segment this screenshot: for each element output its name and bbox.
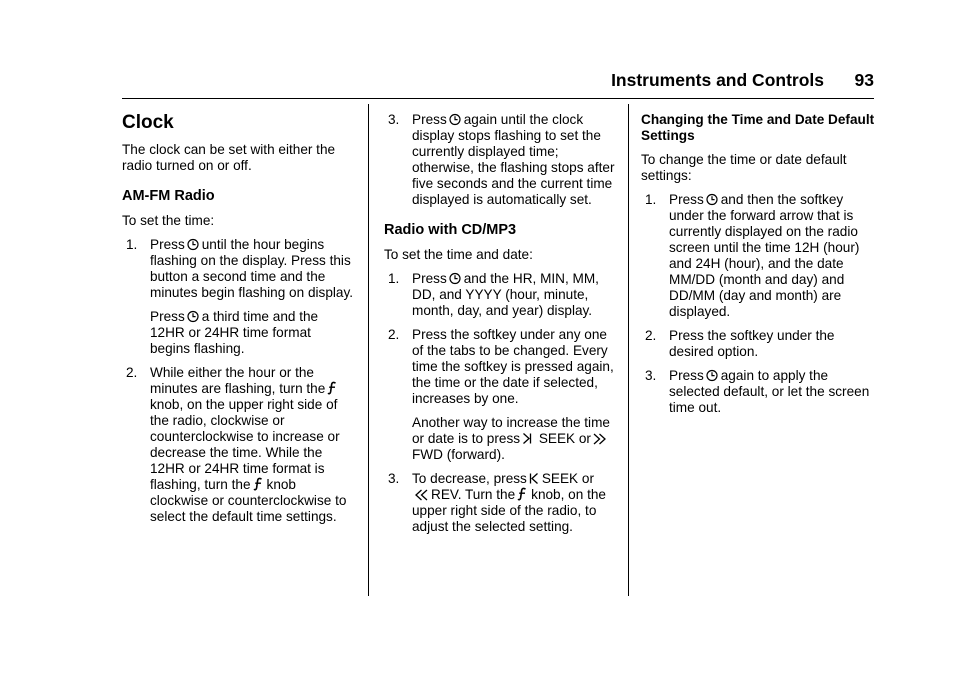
section-title: Instruments and Controls — [611, 70, 824, 90]
clock-icon — [187, 310, 199, 323]
column-divider-1 — [368, 104, 369, 596]
defaults-step-3: 3. Press again to apply the selected default, or let the screen time out. — [645, 368, 870, 415]
tune-knob-icon — [517, 487, 528, 501]
column-divider-2 — [628, 104, 629, 596]
amfm-lead: To set the time: — [122, 213, 215, 228]
cd-step-3: 3. To decrease, press SEEK or REV. Turn the knob, on the upper right side of the radio, to adjust the selected setting. — [388, 471, 606, 534]
clock-icon — [449, 113, 461, 126]
heading-default-settings: Changing the Time and Date Default Settings — [641, 112, 875, 143]
seek-down-icon — [529, 472, 539, 485]
rewind-icon — [414, 489, 428, 501]
seek-up-icon — [522, 432, 532, 445]
amfm-step-3: 3. Press again until the clock display stops flashing to set the currently displayed time; otherwise, the flashing stops after five seconds and the current time displayed is automatically set. — [388, 112, 615, 207]
defaults-step-1: 1. Press and then the softkey under the forward arrow that is currently displayed on the radio screen until the time 12H (hour) and 24H (hour), and the date MM/DD (month and day) and DD/MM (day and month) are displayed. — [645, 192, 860, 319]
clock-icon — [449, 272, 461, 285]
tune-knob-icon — [253, 477, 264, 491]
clock-icon — [187, 238, 199, 251]
clock-intro: The clock can be set with either the radio turned on or off. — [122, 142, 336, 173]
cd-step-2: 2. Press the softkey under any one of the tabs to be changed. Every time the softkey is pressed again, the time or the date if selected, increases by one. Another way to increase the time or date is to press SEEK or FWD (forward). — [388, 327, 614, 462]
page-number: 93 — [854, 70, 874, 90]
header-rule — [122, 98, 874, 99]
column-3 — [641, 112, 875, 424]
heading-am-fm-radio: AM-FM Radio — [122, 188, 215, 204]
tune-knob-icon — [327, 381, 338, 395]
column-2 — [384, 112, 616, 543]
defaults-step-2: 2. Press the softkey under the desired option. — [645, 328, 835, 359]
clock-icon — [706, 193, 718, 206]
heading-clock: Clock — [122, 112, 174, 133]
cd-lead: To set the time and date: — [384, 247, 533, 262]
column-1 — [122, 112, 354, 533]
defaults-lead: To change the time or date default settings: — [641, 152, 847, 183]
cd-step-1: 1. Press and the HR, MIN, MM, DD, and YYYY (hour, minute, month, day, and year) display. — [388, 271, 599, 318]
heading-radio-cd-mp3: Radio with CD/MP3 — [384, 222, 517, 238]
amfm-step-1: 1. Press until the hour begins flashing on the display. Press this button a second time and the minutes begin flashing on display. Press a third time and the 12HR or 24HR time format begins flashing. — [126, 237, 354, 356]
fast-forward-icon — [593, 433, 607, 445]
clock-icon — [706, 369, 718, 382]
amfm-step-2: 2. While either the hour or the minutes are flashing, turn the knob, on the upper right side of the radio, clockwise or counterclockwise to increase or decrease the time. While the 12HR or 24HR time format is flashing, turn the knob clockwise or counterclockwise to select the default time settings. — [126, 365, 347, 524]
